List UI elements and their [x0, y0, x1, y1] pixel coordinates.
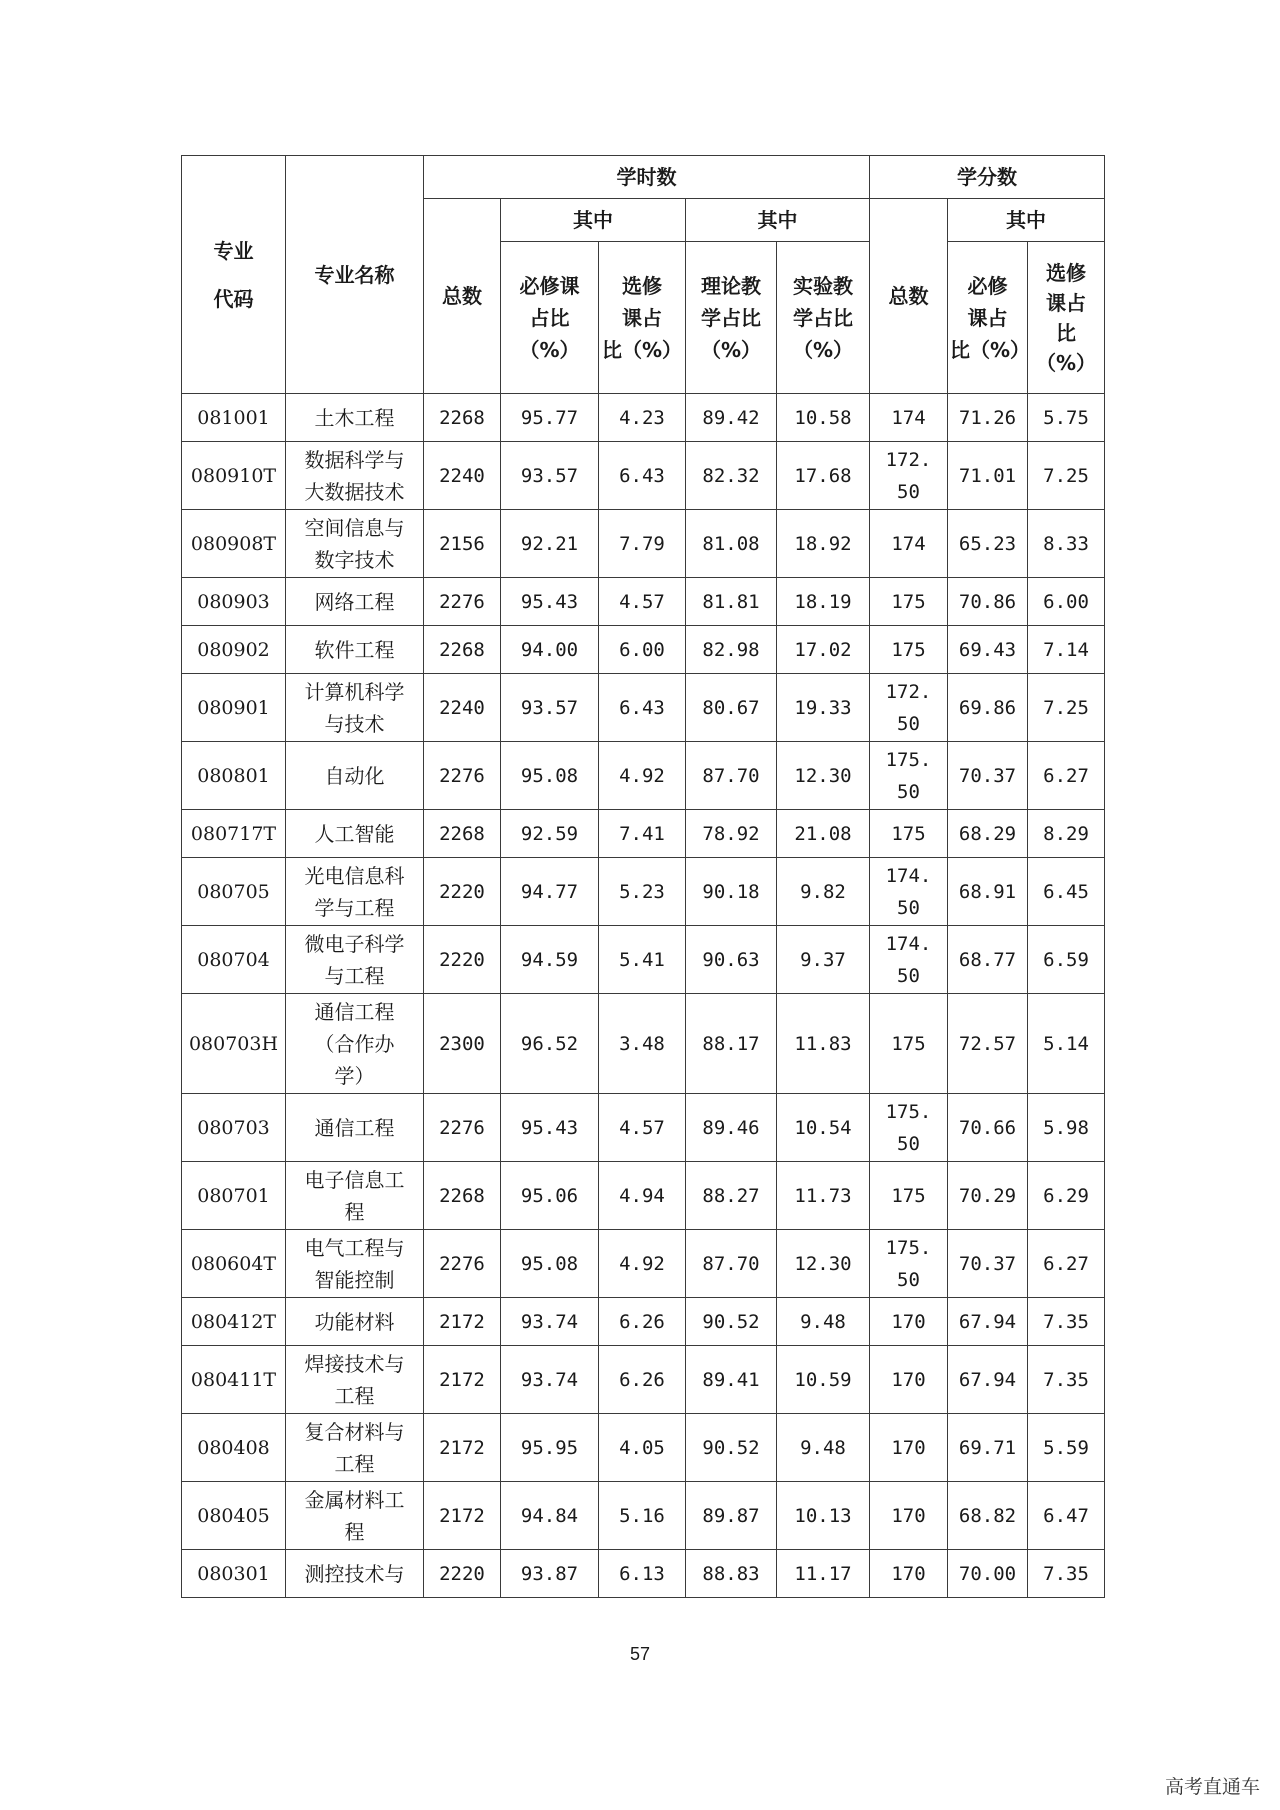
cell-code: 080405 [182, 1482, 286, 1550]
curriculum-table [181, 155, 1105, 1598]
header-req-credits: 必修 课占 比（%） [948, 242, 1028, 394]
cell-credits-total: 175 [870, 1162, 948, 1230]
cell-code: 080701 [182, 1162, 286, 1230]
cell-req-hours: 95.06 [501, 1162, 599, 1230]
cell-elec-hours: 7.41 [599, 810, 686, 858]
cell-theory: 81.08 [686, 510, 777, 578]
cell-elec-credits: 5.14 [1028, 994, 1105, 1094]
cell-credits-total: 175 [870, 994, 948, 1094]
cell-req-hours: 95.08 [501, 742, 599, 810]
cell-code: 080717T [182, 810, 286, 858]
cell-lab: 11.83 [777, 994, 870, 1094]
cell-elec-hours: 4.92 [599, 1230, 686, 1298]
cell-theory: 90.52 [686, 1298, 777, 1346]
header-credits-group: 学分数 [870, 156, 1105, 199]
page-number: 57 [629, 1644, 651, 1664]
header-elec-hours: 选修 课占 比（%） [599, 242, 686, 394]
cell-theory: 78.92 [686, 810, 777, 858]
cell-hours-total: 2172 [424, 1346, 501, 1414]
cell-code: 080902 [182, 626, 286, 674]
cell-code: 080411T [182, 1346, 286, 1414]
cell-name: 人工智能 [286, 810, 424, 858]
cell-theory: 88.17 [686, 994, 777, 1094]
cell-lab: 18.19 [777, 578, 870, 626]
cell-req-hours: 94.84 [501, 1482, 599, 1550]
cell-name: 通信工程 [286, 1094, 424, 1162]
cell-name: 网络工程 [286, 578, 424, 626]
cell-hours-total: 2220 [424, 926, 501, 994]
cell-credits-total: 175. 50 [870, 1094, 948, 1162]
cell-name: 软件工程 [286, 626, 424, 674]
cell-theory: 88.83 [686, 1550, 777, 1598]
cell-elec-credits: 7.25 [1028, 674, 1105, 742]
cell-credits-total: 175 [870, 578, 948, 626]
cell-lab: 9.82 [777, 858, 870, 926]
cell-hours-total: 2276 [424, 1230, 501, 1298]
cell-credits-total: 170 [870, 1550, 948, 1598]
cell-elec-credits: 6.00 [1028, 578, 1105, 626]
header-name: 专业名称 [286, 156, 424, 394]
cell-credits-total: 175. 50 [870, 1230, 948, 1298]
cell-req-hours: 93.57 [501, 674, 599, 742]
cell-hours-total: 2220 [424, 858, 501, 926]
cell-theory: 87.70 [686, 742, 777, 810]
table-row [182, 1414, 1105, 1482]
header-elec-credits: 选修 课占 比 （%） [1028, 242, 1105, 394]
cell-elec-credits: 6.27 [1028, 1230, 1105, 1298]
header-credits-sub: 其中 [948, 199, 1105, 242]
cell-theory: 82.32 [686, 442, 777, 510]
header-credits-total: 总数 [870, 199, 948, 394]
cell-credits-total: 174. 50 [870, 926, 948, 994]
cell-theory: 87.70 [686, 1230, 777, 1298]
cell-hours-total: 2172 [424, 1414, 501, 1482]
cell-hours-total: 2268 [424, 810, 501, 858]
cell-elec-hours: 6.26 [599, 1346, 686, 1414]
table-body [182, 394, 1105, 1598]
cell-req-hours: 93.87 [501, 1550, 599, 1598]
cell-req-credits: 70.86 [948, 578, 1028, 626]
cell-name: 金属材料工 程 [286, 1482, 424, 1550]
cell-lab: 9.48 [777, 1414, 870, 1482]
cell-req-hours: 92.59 [501, 810, 599, 858]
table-row [182, 1550, 1105, 1598]
cell-code: 080903 [182, 578, 286, 626]
cell-hours-total: 2220 [424, 1550, 501, 1598]
cell-elec-hours: 6.43 [599, 674, 686, 742]
cell-code: 080301 [182, 1550, 286, 1598]
table-row [182, 394, 1105, 442]
cell-name: 自动化 [286, 742, 424, 810]
cell-name: 电气工程与 智能控制 [286, 1230, 424, 1298]
cell-lab: 11.17 [777, 1550, 870, 1598]
cell-req-credits: 69.71 [948, 1414, 1028, 1482]
table-row [182, 626, 1105, 674]
cell-hours-total: 2268 [424, 1162, 501, 1230]
cell-elec-hours: 6.26 [599, 1298, 686, 1346]
cell-req-credits: 69.86 [948, 674, 1028, 742]
cell-elec-credits: 7.14 [1028, 626, 1105, 674]
cell-elec-credits: 6.47 [1028, 1482, 1105, 1550]
table-row [182, 742, 1105, 810]
header-hours-group: 学时数 [424, 156, 870, 199]
cell-name: 数据科学与 大数据技术 [286, 442, 424, 510]
cell-name: 土木工程 [286, 394, 424, 442]
cell-credits-total: 174. 50 [870, 858, 948, 926]
cell-elec-credits: 6.45 [1028, 858, 1105, 926]
table-row [182, 810, 1105, 858]
cell-req-hours: 94.77 [501, 858, 599, 926]
cell-theory: 89.87 [686, 1482, 777, 1550]
cell-name: 复合材料与 工程 [286, 1414, 424, 1482]
cell-elec-hours: 4.92 [599, 742, 686, 810]
cell-req-credits: 69.43 [948, 626, 1028, 674]
cell-hours-total: 2276 [424, 1094, 501, 1162]
cell-credits-total: 170 [870, 1414, 948, 1482]
cell-theory: 89.46 [686, 1094, 777, 1162]
cell-req-hours: 95.43 [501, 1094, 599, 1162]
table-row [182, 926, 1105, 994]
cell-elec-credits: 5.59 [1028, 1414, 1105, 1482]
cell-elec-credits: 8.29 [1028, 810, 1105, 858]
cell-lab: 21.08 [777, 810, 870, 858]
cell-elec-hours: 6.43 [599, 442, 686, 510]
cell-req-credits: 68.91 [948, 858, 1028, 926]
cell-lab: 12.30 [777, 742, 870, 810]
cell-code: 080908T [182, 510, 286, 578]
cell-req-hours: 93.74 [501, 1298, 599, 1346]
table-row [182, 1482, 1105, 1550]
cell-req-credits: 68.82 [948, 1482, 1028, 1550]
cell-elec-hours: 5.41 [599, 926, 686, 994]
cell-req-credits: 70.29 [948, 1162, 1028, 1230]
cell-theory: 90.52 [686, 1414, 777, 1482]
table-row [182, 1346, 1105, 1414]
cell-req-credits: 70.00 [948, 1550, 1028, 1598]
cell-name: 计算机科学 与技术 [286, 674, 424, 742]
cell-elec-hours: 4.05 [599, 1414, 686, 1482]
cell-code: 080901 [182, 674, 286, 742]
cell-req-credits: 70.66 [948, 1094, 1028, 1162]
header-hours-total: 总数 [424, 199, 501, 394]
cell-theory: 88.27 [686, 1162, 777, 1230]
cell-hours-total: 2172 [424, 1482, 501, 1550]
cell-req-hours: 94.59 [501, 926, 599, 994]
cell-code: 080705 [182, 858, 286, 926]
cell-elec-hours: 4.94 [599, 1162, 686, 1230]
header-hours-sub-2: 其中 [686, 199, 870, 242]
cell-lab: 18.92 [777, 510, 870, 578]
cell-theory: 80.67 [686, 674, 777, 742]
table-row [182, 510, 1105, 578]
cell-elec-hours: 4.57 [599, 1094, 686, 1162]
table-row [182, 578, 1105, 626]
cell-elec-hours: 5.16 [599, 1482, 686, 1550]
cell-req-credits: 67.94 [948, 1346, 1028, 1414]
header-req-hours: 必修课 占比 （%） [501, 242, 599, 394]
cell-req-credits: 70.37 [948, 1230, 1028, 1298]
cell-elec-credits: 6.59 [1028, 926, 1105, 994]
cell-hours-total: 2276 [424, 578, 501, 626]
cell-req-hours: 95.43 [501, 578, 599, 626]
cell-name: 焊接技术与 工程 [286, 1346, 424, 1414]
header-hours-sub: 其中 [501, 199, 686, 242]
cell-hours-total: 2300 [424, 994, 501, 1094]
cell-req-credits: 70.37 [948, 742, 1028, 810]
cell-elec-hours: 4.57 [599, 578, 686, 626]
cell-lab: 10.13 [777, 1482, 870, 1550]
cell-elec-credits: 7.35 [1028, 1550, 1105, 1598]
cell-req-credits: 71.26 [948, 394, 1028, 442]
cell-lab: 10.59 [777, 1346, 870, 1414]
cell-name: 测控技术与 [286, 1550, 424, 1598]
cell-credits-total: 170 [870, 1482, 948, 1550]
cell-elec-hours: 6.13 [599, 1550, 686, 1598]
cell-hours-total: 2240 [424, 442, 501, 510]
cell-theory: 89.41 [686, 1346, 777, 1414]
cell-elec-credits: 7.35 [1028, 1298, 1105, 1346]
cell-lab: 17.68 [777, 442, 870, 510]
cell-req-hours: 94.00 [501, 626, 599, 674]
table-row [182, 1230, 1105, 1298]
cell-code: 080412T [182, 1298, 286, 1346]
cell-credits-total: 170 [870, 1346, 948, 1414]
cell-hours-total: 2172 [424, 1298, 501, 1346]
watermark: 高考直通车 [1164, 1776, 1260, 1798]
header-theory: 理论教 学占比 （%） [686, 242, 777, 394]
cell-theory: 90.18 [686, 858, 777, 926]
table-row [182, 674, 1105, 742]
cell-req-credits: 65.23 [948, 510, 1028, 578]
cell-theory: 82.98 [686, 626, 777, 674]
cell-name: 微电子科学 与工程 [286, 926, 424, 994]
cell-code: 080801 [182, 742, 286, 810]
cell-lab: 9.48 [777, 1298, 870, 1346]
cell-elec-hours: 4.23 [599, 394, 686, 442]
cell-name: 电子信息工 程 [286, 1162, 424, 1230]
cell-lab: 11.73 [777, 1162, 870, 1230]
cell-req-hours: 93.57 [501, 442, 599, 510]
cell-elec-hours: 6.00 [599, 626, 686, 674]
cell-credits-total: 174 [870, 510, 948, 578]
cell-credits-total: 172. 50 [870, 442, 948, 510]
cell-elec-credits: 5.98 [1028, 1094, 1105, 1162]
table-row [182, 994, 1105, 1094]
cell-lab: 17.02 [777, 626, 870, 674]
cell-elec-hours: 7.79 [599, 510, 686, 578]
cell-credits-total: 175. 50 [870, 742, 948, 810]
cell-hours-total: 2276 [424, 742, 501, 810]
table-row [182, 1298, 1105, 1346]
table-row [182, 1094, 1105, 1162]
cell-lab: 9.37 [777, 926, 870, 994]
cell-code: 081001 [182, 394, 286, 442]
header-code: 专业 代码 [182, 156, 286, 394]
cell-credits-total: 174 [870, 394, 948, 442]
cell-name: 光电信息科 学与工程 [286, 858, 424, 926]
cell-hours-total: 2240 [424, 674, 501, 742]
cell-req-hours: 96.52 [501, 994, 599, 1094]
cell-req-hours: 95.77 [501, 394, 599, 442]
cell-elec-credits: 7.35 [1028, 1346, 1105, 1414]
cell-code: 080703 [182, 1094, 286, 1162]
cell-lab: 10.58 [777, 394, 870, 442]
cell-req-hours: 95.95 [501, 1414, 599, 1482]
cell-hours-total: 2268 [424, 626, 501, 674]
cell-req-hours: 93.74 [501, 1346, 599, 1414]
cell-credits-total: 175 [870, 626, 948, 674]
cell-elec-credits: 6.27 [1028, 742, 1105, 810]
header-lab: 实验教 学占比 （%） [777, 242, 870, 394]
cell-theory: 90.63 [686, 926, 777, 994]
cell-name: 空间信息与 数字技术 [286, 510, 424, 578]
cell-name: 功能材料 [286, 1298, 424, 1346]
cell-hours-total: 2268 [424, 394, 501, 442]
cell-code: 080910T [182, 442, 286, 510]
cell-elec-credits: 7.25 [1028, 442, 1105, 510]
table-row [182, 858, 1105, 926]
cell-theory: 89.42 [686, 394, 777, 442]
cell-lab: 19.33 [777, 674, 870, 742]
cell-req-credits: 67.94 [948, 1298, 1028, 1346]
cell-elec-credits: 8.33 [1028, 510, 1105, 578]
cell-credits-total: 170 [870, 1298, 948, 1346]
cell-code: 080704 [182, 926, 286, 994]
cell-lab: 10.54 [777, 1094, 870, 1162]
cell-req-credits: 72.57 [948, 994, 1028, 1094]
cell-credits-total: 175 [870, 810, 948, 858]
table-row [182, 442, 1105, 510]
cell-req-credits: 68.77 [948, 926, 1028, 994]
cell-credits-total: 172. 50 [870, 674, 948, 742]
cell-req-credits: 68.29 [948, 810, 1028, 858]
cell-hours-total: 2156 [424, 510, 501, 578]
cell-code: 080703H [182, 994, 286, 1094]
cell-code: 080408 [182, 1414, 286, 1482]
cell-name: 通信工程 （合作办 学） [286, 994, 424, 1094]
cell-elec-hours: 5.23 [599, 858, 686, 926]
table-row [182, 1162, 1105, 1230]
cell-code: 080604T [182, 1230, 286, 1298]
cell-req-credits: 71.01 [948, 442, 1028, 510]
cell-theory: 81.81 [686, 578, 777, 626]
cell-elec-credits: 5.75 [1028, 394, 1105, 442]
cell-req-hours: 92.21 [501, 510, 599, 578]
cell-req-hours: 95.08 [501, 1230, 599, 1298]
cell-elec-credits: 6.29 [1028, 1162, 1105, 1230]
cell-elec-hours: 3.48 [599, 994, 686, 1094]
cell-lab: 12.30 [777, 1230, 870, 1298]
